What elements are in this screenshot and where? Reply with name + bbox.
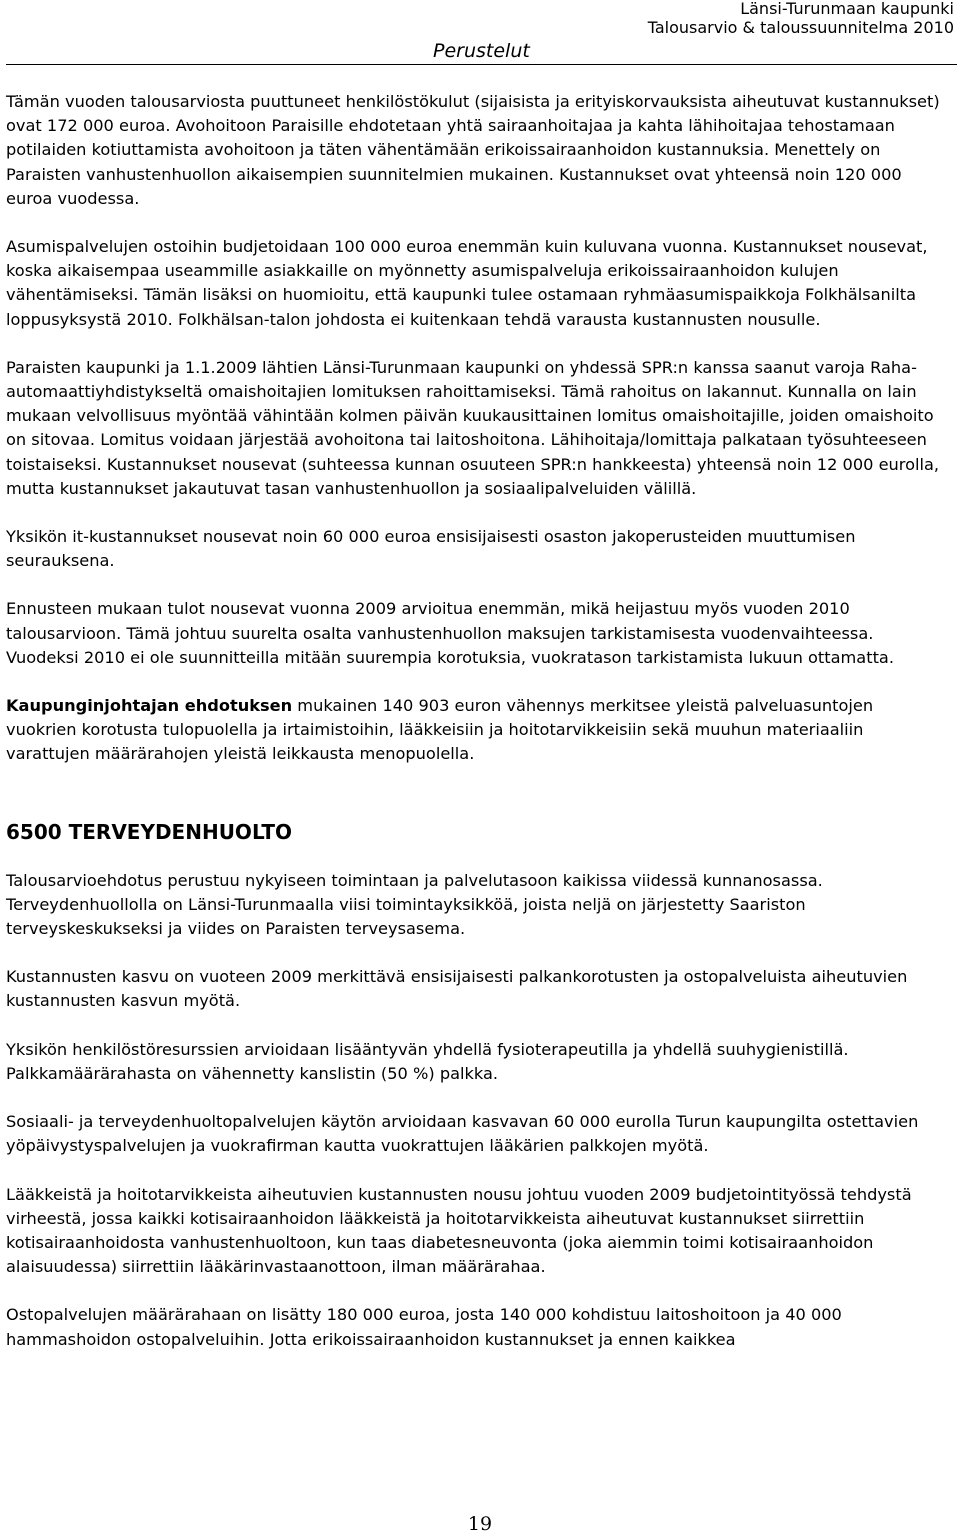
organization-name: Länsi-Turunmaan kaupunki (740, 0, 954, 18)
section-heading: 6500 TERVEYDENHUOLTO (6, 819, 293, 844)
proposal-text: mukainen 140 903 euron vähennys merkitsee yleistä palveluasuntojen vuokrien korotusta tulopuolella ja irtaimistoihin, lääkkeisiin ja hoitotarvikkeisiin sekä muuhun materiaaliin varattujen määrärahojen yleistä leikkausta menopuolella. (6, 696, 874, 764)
paragraph: Tämän vuoden talousarviosta puuttuneet henkilöstökulut (sijaisista ja erityiskorvauksista aiheutuvat kustannukset) ovat 172 000 euroa. Avohoitoon Paraisille ehdotetaan yhtä sairaanhoitajaa ja kahta lähihoitajaa tehostamaan potilaiden kotiuttamista avohoitoon ja täten vähentämään erikoissairaanhoidon kustannuksia. Menettely on Paraisten vanhustenhuollon aikaisempien suunnitelmien mukainen. Kustannukset ovat yhteensä noin 120 000 euroa vuodessa. (6, 92, 940, 208)
proposal-paragraph (6, 694, 946, 767)
paragraph: Talousarvioehdotus perustuu nykyiseen toimintaan ja palvelutasoon kaikissa viidessä kunnanosassa. Terveydenhuollolla on Länsi-Turunmaalla viisi toimintayksikköä, joista neljä on järjestetty Saariston terveyskeskukseksi ja viides on Paraisten terveysasema. (6, 870, 823, 939)
paragraph: Ostopalvelujen määrärahaan on lisätty 180 000 euroa, josta 140 000 kohdistuu laitoshoitoon ja 40 000 hammashoidon ostopalveluihin. Jotta erikoissairaanhoidon kustannukset ja ennen kaikkea (6, 1305, 842, 1349)
document-title: Talousarvio & taloussuunnitelma 2010 (647, 18, 954, 37)
header-rule (6, 64, 957, 65)
paragraph: Paraisten kaupunki ja 1.1.2009 lähtien Länsi-Turunmaan kaupunki on yhdessä SPR:n kanssa saanut varoja Raha-automaattiyhdistykseltä omaishoitajien lomituksen rahoittamiseksi. Tämä rahoitus on lakannut. Kunnalla on lain mukaan velvollisuus myöntää vähintään kolmen päivän kuukausittainen lomitus omaishoitajille, joiden omaishoito on sitovaa. Lomitus voidaan järjestää avohoitona tai laitoshoitona. Lähihoitaja/lomittaja palkataan työsuhteeseen toistaiseksi. Kustannukset nousevat (suhteessa kunnan osuuteen SPR:n hankkeesta) yhteensä noin 12 000 eurolla, mutta kustannukset jakautuvat tasan vanhustenhuollon ja sosiaalipalveluiden välillä. (6, 357, 940, 498)
section-title: Perustelut (433, 40, 530, 62)
paragraph: Asumispalvelujen ostoihin budjetoidaan 100 000 euroa enemmän kuin kuluvana vuonna. Kustannukset nousevat, koska aikaisempaa useammille asiakkaille on myönnetty asumispalveluja erikoissairaanhoidon kulujen vähentämiseksi. Tämän lisäksi on huomioitu, että kaupunki tulee ostamaan ryhmäasumispaikkoja Folkhälsanilta loppusyksystä 2010. Folkhälsan-talon johdosta ei kuitenkaan tehdä varausta kustannusten nousulle. (6, 237, 928, 329)
paragraph: Lääkkeistä ja hoitotarvikkeista aiheutuvien kustannusten nousu johtuu vuoden 2009 budjetointityössä tehdystä virheestä, jossa kaikki kotisairaanhoidon lääkkeistä ja hoitotarvikkeista aiheutuvat kustannukset siirrettiin kotisairaanhoidosta vanhustenhuoltoon, kun taas diabetesneuvonta (joka aiemmin toimi kotisairaanhoidon alaisuudessa) siirrettiin lääkärinvastaanottoon, ilman määrärahaa. (6, 1184, 912, 1277)
page-header (0, 0, 960, 66)
proposal-bold: Kaupunginjohtajan ehdotuksen (6, 696, 293, 716)
paragraph: Sosiaali- ja terveydenhuoltopalvelujen käytön arvioidaan kasvavan 60 000 eurolla Turun kaupungilta ostettavien yöpäivystyspalvelujen ja vuokrafirman kautta vuokrattujen lääkärien palkkojen myötä. (6, 1112, 919, 1156)
page-number: 19 (467, 1513, 493, 1535)
paragraph: Yksikön henkilöstöresurssien arvioidaan lisääntyvän yhdellä fysioterapeutilla ja yhdellä suuhygienistillä. Palkkamäärärahasta on vähennetty kanslistin (50 %) palkka. (6, 1039, 849, 1083)
paragraph: Ennusteen mukaan tulot nousevat vuonna 2009 arvioitua enemmän, mikä heijastuu myös vuoden 2010 talousarvioon. Tämä johtuu suurelta osalta vanhustenhuollon maksujen tarkistamisesta vuodenvaihteessa. Vuodeksi 2010 ei ole suunnitteilla mitään suurempia korotuksia, vuokratason tarkistamista lukuun ottamatta. (6, 599, 894, 667)
paragraph: Yksikön it-kustannukset nousevat noin 60 000 euroa ensisijaisesti osaston jakoperusteiden muuttumisen seurauksena. (6, 527, 856, 571)
page-body (6, 90, 946, 1352)
paragraph: Kustannusten kasvu on vuoteen 2009 merkittävä ensisijaisesti palkankorotusten ja ostopalveluista aiheutuvien kustannusten kasvun myötä. (6, 967, 908, 1011)
